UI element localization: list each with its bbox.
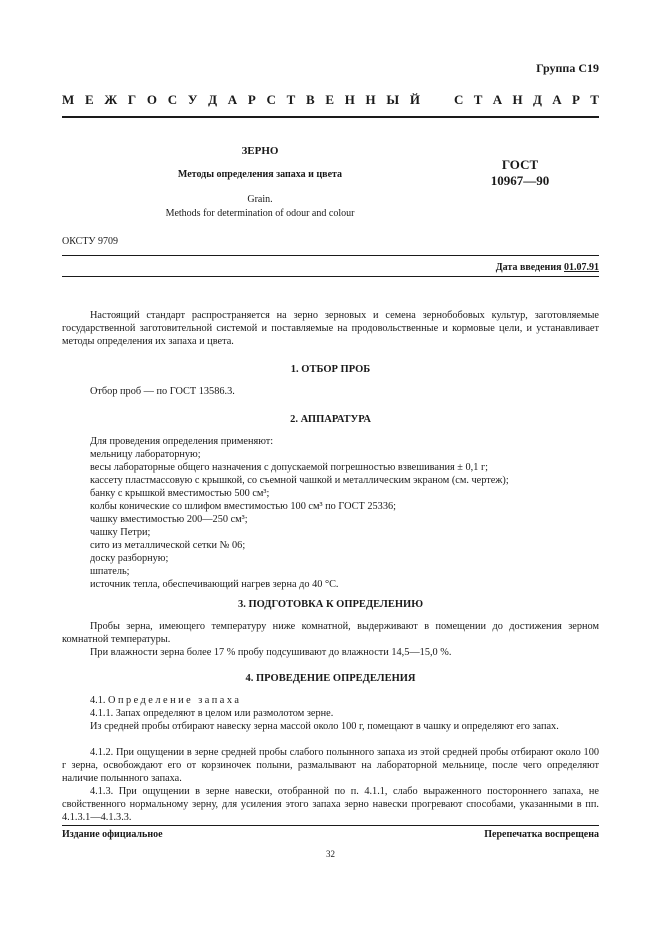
date-value: 01.07.91	[564, 262, 599, 273]
banner-letter: Е	[325, 92, 334, 107]
english-title-line2: Methods for determination of odour and colour	[165, 208, 355, 219]
banner-letter: У	[187, 92, 198, 107]
list-item: сито из металлической сетки № 06;	[90, 540, 246, 551]
banner-letter: А	[227, 92, 238, 107]
clause-4-1-1-text: 4.1.1. Запах определяют в целом или размолотом зерне.	[90, 708, 334, 719]
clause-4-1	[62, 694, 599, 707]
standard-banner	[62, 92, 599, 108]
banner-letter: Й	[409, 92, 420, 107]
banner-letter: Т	[590, 92, 599, 107]
list-item: источник тепла, обеспечивающий нагрев зерна до 40 °С.	[90, 579, 339, 590]
meta-rule	[62, 255, 599, 256]
official-edition-note: Издание официальное	[62, 829, 163, 840]
clause-4-1-title: Определение запаха	[108, 695, 242, 706]
banner-letter: Р	[247, 92, 256, 107]
section-3-paragraph-2	[62, 646, 599, 659]
banner-letter: Н	[344, 92, 355, 107]
section-2-heading: 2. АППАРАТУРА	[290, 414, 371, 425]
banner-letter: Н	[512, 92, 523, 107]
clause-4-1-2	[62, 746, 599, 785]
gost-designation	[470, 157, 570, 189]
banner-letter: Р	[571, 92, 580, 107]
list-item: чашку вместимостью 200—250 см³;	[90, 514, 248, 525]
banner-letter: Н	[365, 92, 376, 107]
list-item: весы лабораторные общего назначения с допускаемой погрешностью взвешивания ± 0,1 г;	[90, 462, 489, 473]
banner-standard	[454, 92, 599, 108]
clause-4-1-1-b-text: Из средней пробы отбирают навеску зерна массой около 100 г, помещают в чашку и определяют его запах.	[90, 721, 559, 732]
banner-letter: В	[305, 92, 315, 107]
group-label: Группа С19	[536, 61, 599, 75]
header-rule	[62, 116, 599, 118]
banner-letter: А	[492, 92, 503, 107]
gost-label: ГОСТ	[501, 157, 539, 172]
banner-letter: С	[167, 92, 178, 107]
banner-interstate	[62, 92, 420, 108]
section-4-heading: 4. ПРОВЕДЕНИЕ ОПРЕДЕЛЕНИЯ	[245, 673, 416, 684]
banner-letter: Ы	[386, 92, 400, 107]
list-item: Для проведения определения применяют:	[90, 436, 274, 447]
clause-4-1-1	[62, 707, 599, 720]
date-label: Дата введения	[495, 262, 562, 273]
section-3-heading: 3. ПОДГОТОВКА К ОПРЕДЕЛЕНИЮ	[237, 599, 424, 610]
section-3-paragraph-1	[62, 620, 599, 646]
intro-text: Настоящий стандарт распространяется на зерно зерновых и семена зернобобовых культур, заготовляемые государственной заготовительной системой и поставляемые на продовольственные и кормовые цели, и устанавливает методы определения их запаха и цвета.	[62, 310, 599, 347]
section-3-text-1: Пробы зерна, имеющего температуру ниже комнатной, выдерживают в помещении до достижения зерном комнатной температуры.	[62, 621, 599, 645]
introduction-date	[496, 262, 599, 273]
banner-letter: Ж	[104, 92, 118, 107]
banner-letter: Т	[473, 92, 483, 107]
banner-letter: Г	[127, 92, 137, 107]
banner-letter: Д	[208, 92, 218, 107]
banner-letter: Т	[286, 92, 296, 107]
section-1-text	[62, 385, 599, 398]
list-item: банку с крышкой вместимостью 500 см³;	[90, 488, 270, 499]
list-item: мельницу лабораторную;	[90, 449, 201, 460]
page-number: 32	[326, 849, 335, 859]
list-item: чашку Петри;	[90, 527, 151, 538]
clause-4-1-number: 4.1.	[90, 695, 106, 706]
banner-letter: С	[454, 92, 464, 107]
section-1-heading: 1. ОТБОР ПРОБ	[290, 364, 371, 375]
banner-letter: Д	[532, 92, 542, 107]
intro-paragraph	[62, 309, 599, 348]
date-rule	[62, 276, 599, 277]
clause-4-1-3	[62, 785, 599, 824]
banner-letter: М	[62, 92, 75, 107]
document-subtitle: Методы определения запаха и цвета	[177, 169, 343, 180]
list-item: колбы конические со шлифом вместимостью 100 см³ по ГОСТ 25336;	[90, 501, 396, 512]
okstu-code: ОКСТУ 9709	[62, 236, 119, 247]
banner-letter: Е	[84, 92, 94, 107]
banner-letter: О	[146, 92, 158, 107]
section-1-body: Отбор проб — по ГОСТ 13586.3.	[90, 386, 235, 397]
document-title: ЗЕРНО	[241, 145, 279, 157]
clause-4-1-1-b	[62, 720, 599, 733]
english-title	[110, 193, 410, 221]
gost-number: 10967—90	[490, 173, 550, 188]
footer-rule	[62, 825, 599, 826]
equipment-list	[90, 435, 599, 591]
reprint-prohibited-note: Перепечатка воспрещена	[484, 829, 599, 840]
section-3-text-2: При влажности зерна более 17 % пробу подсушивают до влажности 14,5—15,0 %.	[90, 647, 452, 658]
banner-letter: С	[266, 92, 276, 107]
list-item: доску разборную;	[90, 553, 169, 564]
banner-letter: А	[552, 92, 562, 107]
english-title-line1: Grain.	[247, 194, 273, 205]
list-item: шпатель;	[90, 566, 130, 577]
clause-4-1-2-text: 4.1.2. При ощущении в зерне средней пробы слабого полынного запаха из этой средней пробы отбирают около 100 г зерна, освобождают его от корзиночек полыни, размалывают на лабораторной мельнице, после чего определяют наличие полынного запаха.	[62, 747, 599, 784]
clause-4-1-3-text: 4.1.3. При ощущении в зерне навески, отобранной по п. 4.1.1, слабо выраженного постороннего запаха, не свойственного нормальному зерну, для усиления этого запаха зерно навески прогревают способами, указанными в пп. 4.1.3.1—4.1.3.3.	[62, 786, 599, 823]
list-item: кассету пластмассовую с крышкой, со съемной чашкой и металлическим экраном (см. чертеж);	[90, 475, 509, 486]
